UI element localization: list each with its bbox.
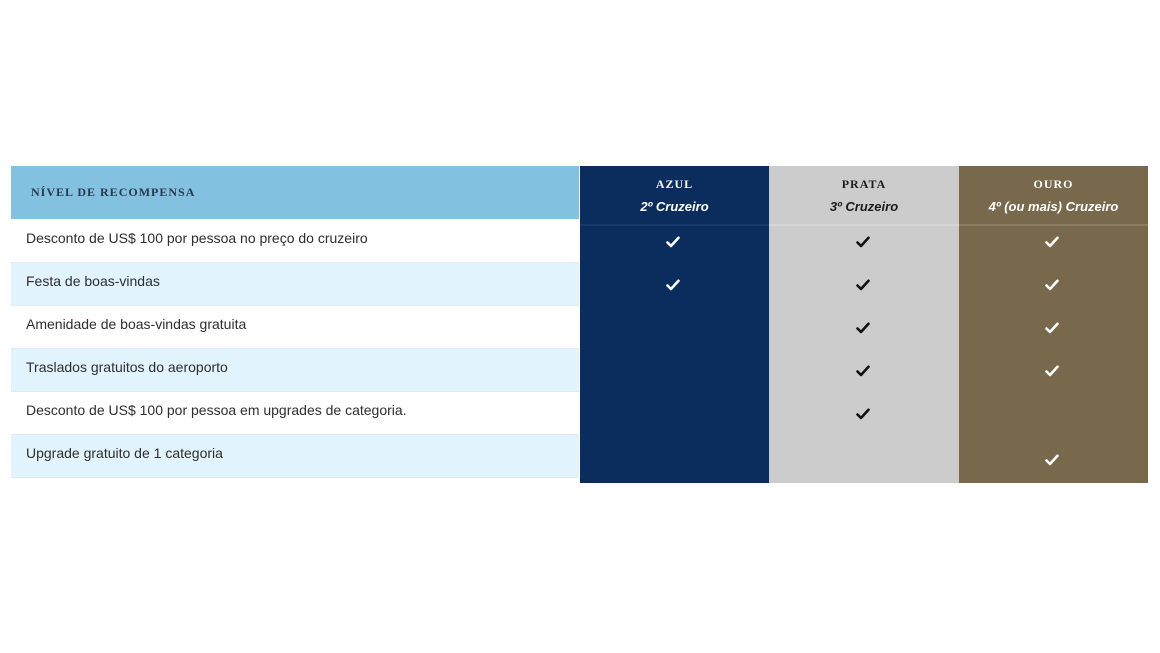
- checkmark-icon: [856, 236, 872, 250]
- benefit-row: [11, 220, 579, 263]
- checkmark-icon: [1045, 236, 1061, 250]
- benefit-row: [11, 263, 579, 306]
- reward-level-header: [11, 166, 579, 219]
- checkmark-icon: [1045, 365, 1061, 379]
- rewards-table: [11, 166, 1148, 483]
- benefit-row: [11, 349, 579, 392]
- checkmark-icon: [856, 408, 872, 422]
- reward-level-label: NÍVEL DE RECOMPENSA: [31, 185, 196, 199]
- tier-name-ouro: OURO: [1033, 177, 1074, 191]
- checkmark-icon: [856, 365, 872, 379]
- tier-header-ouro: [959, 166, 1148, 224]
- checkmark-icon: [856, 279, 872, 293]
- tier-header-azul: [580, 166, 769, 224]
- tier-divider-prata: [769, 224, 959, 226]
- benefit-label: Upgrade gratuito de 1 categoria: [26, 445, 223, 461]
- benefit-label: Traslados gratuitos do aeroporto: [26, 359, 228, 375]
- benefit-row: [11, 392, 579, 435]
- tier-name-azul: AZUL: [655, 177, 694, 191]
- checkmark-icon: [1045, 454, 1061, 468]
- tier-column-azul: [580, 166, 769, 483]
- tier-header-prata: [769, 166, 959, 224]
- tier-subtitle-ouro: 4º (ou mais) Cruzeiro: [988, 199, 1119, 214]
- tier-divider-azul: [580, 224, 769, 226]
- benefit-label: Desconto de US$ 100 por pessoa no preço do cruzeiro: [26, 230, 368, 246]
- tier-name-prata: PRATA: [841, 177, 887, 191]
- benefit-row: [11, 306, 579, 349]
- checkmark-icon: [1045, 322, 1061, 336]
- benefit-label: Desconto de US$ 100 por pessoa em upgrades de categoria.: [26, 402, 407, 418]
- checkmark-icon: [666, 279, 682, 293]
- checkmark-icon: [666, 236, 682, 250]
- tier-divider-ouro: [959, 224, 1148, 226]
- benefit-label: Amenidade de boas-vindas gratuita: [26, 316, 247, 332]
- checkmark-icon: [1045, 279, 1061, 293]
- tier-subtitle-prata: 3º Cruzeiro: [829, 199, 899, 214]
- tier-subtitle-azul: 2º Cruzeiro: [640, 199, 709, 214]
- checkmark-icon: [856, 322, 872, 336]
- benefit-row: [11, 435, 579, 478]
- benefit-label: Festa de boas-vindas: [26, 273, 160, 289]
